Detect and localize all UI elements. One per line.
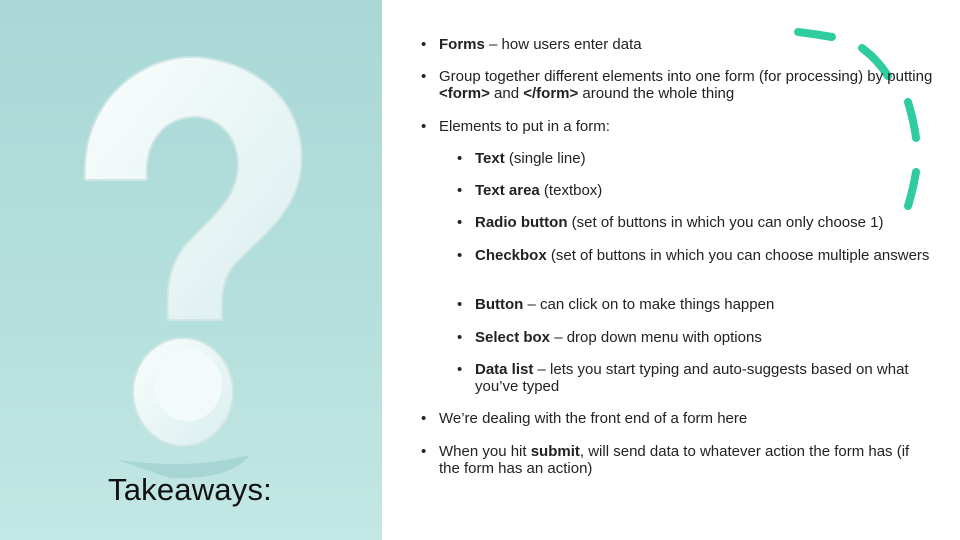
sub-bullet-text: • Text (single line): [456, 150, 930, 167]
bullet-submit: • When you hit submit, will send data to whatever action the form has (if the form has an action): [420, 443, 934, 477]
sub-bullet-datalist: • Data list – lets you start typing and auto-suggests based on what you’ve typed: [456, 361, 930, 395]
bullet-elements: • Elements to put in a form:: [420, 118, 934, 135]
sub-bullet-radio: • Radio button (set of buttons in which you can only choose 1): [456, 214, 930, 231]
slide-title: Takeaways:: [108, 472, 272, 507]
sub-bullet-text-area: • Text area (textbox): [456, 182, 930, 199]
bullet-forms: • Forms – how users enter data: [420, 36, 934, 53]
image-panel: [0, 0, 382, 540]
sub-bullet-button: • Button – can click on to make things happen: [456, 296, 930, 313]
bullet-front-end: • We’re dealing with the front end of a form here: [420, 410, 934, 427]
question-mark-illustration: [0, 0, 382, 540]
bullet-group: • Group together different elements into one form (for processing) by putting <form> and </form> around the whole thing: [420, 68, 934, 102]
sub-bullet-select: • Select box – drop down menu with options: [456, 329, 930, 346]
sub-bullet-checkbox: • Checkbox (set of buttons in which you can choose multiple answers: [456, 247, 930, 264]
